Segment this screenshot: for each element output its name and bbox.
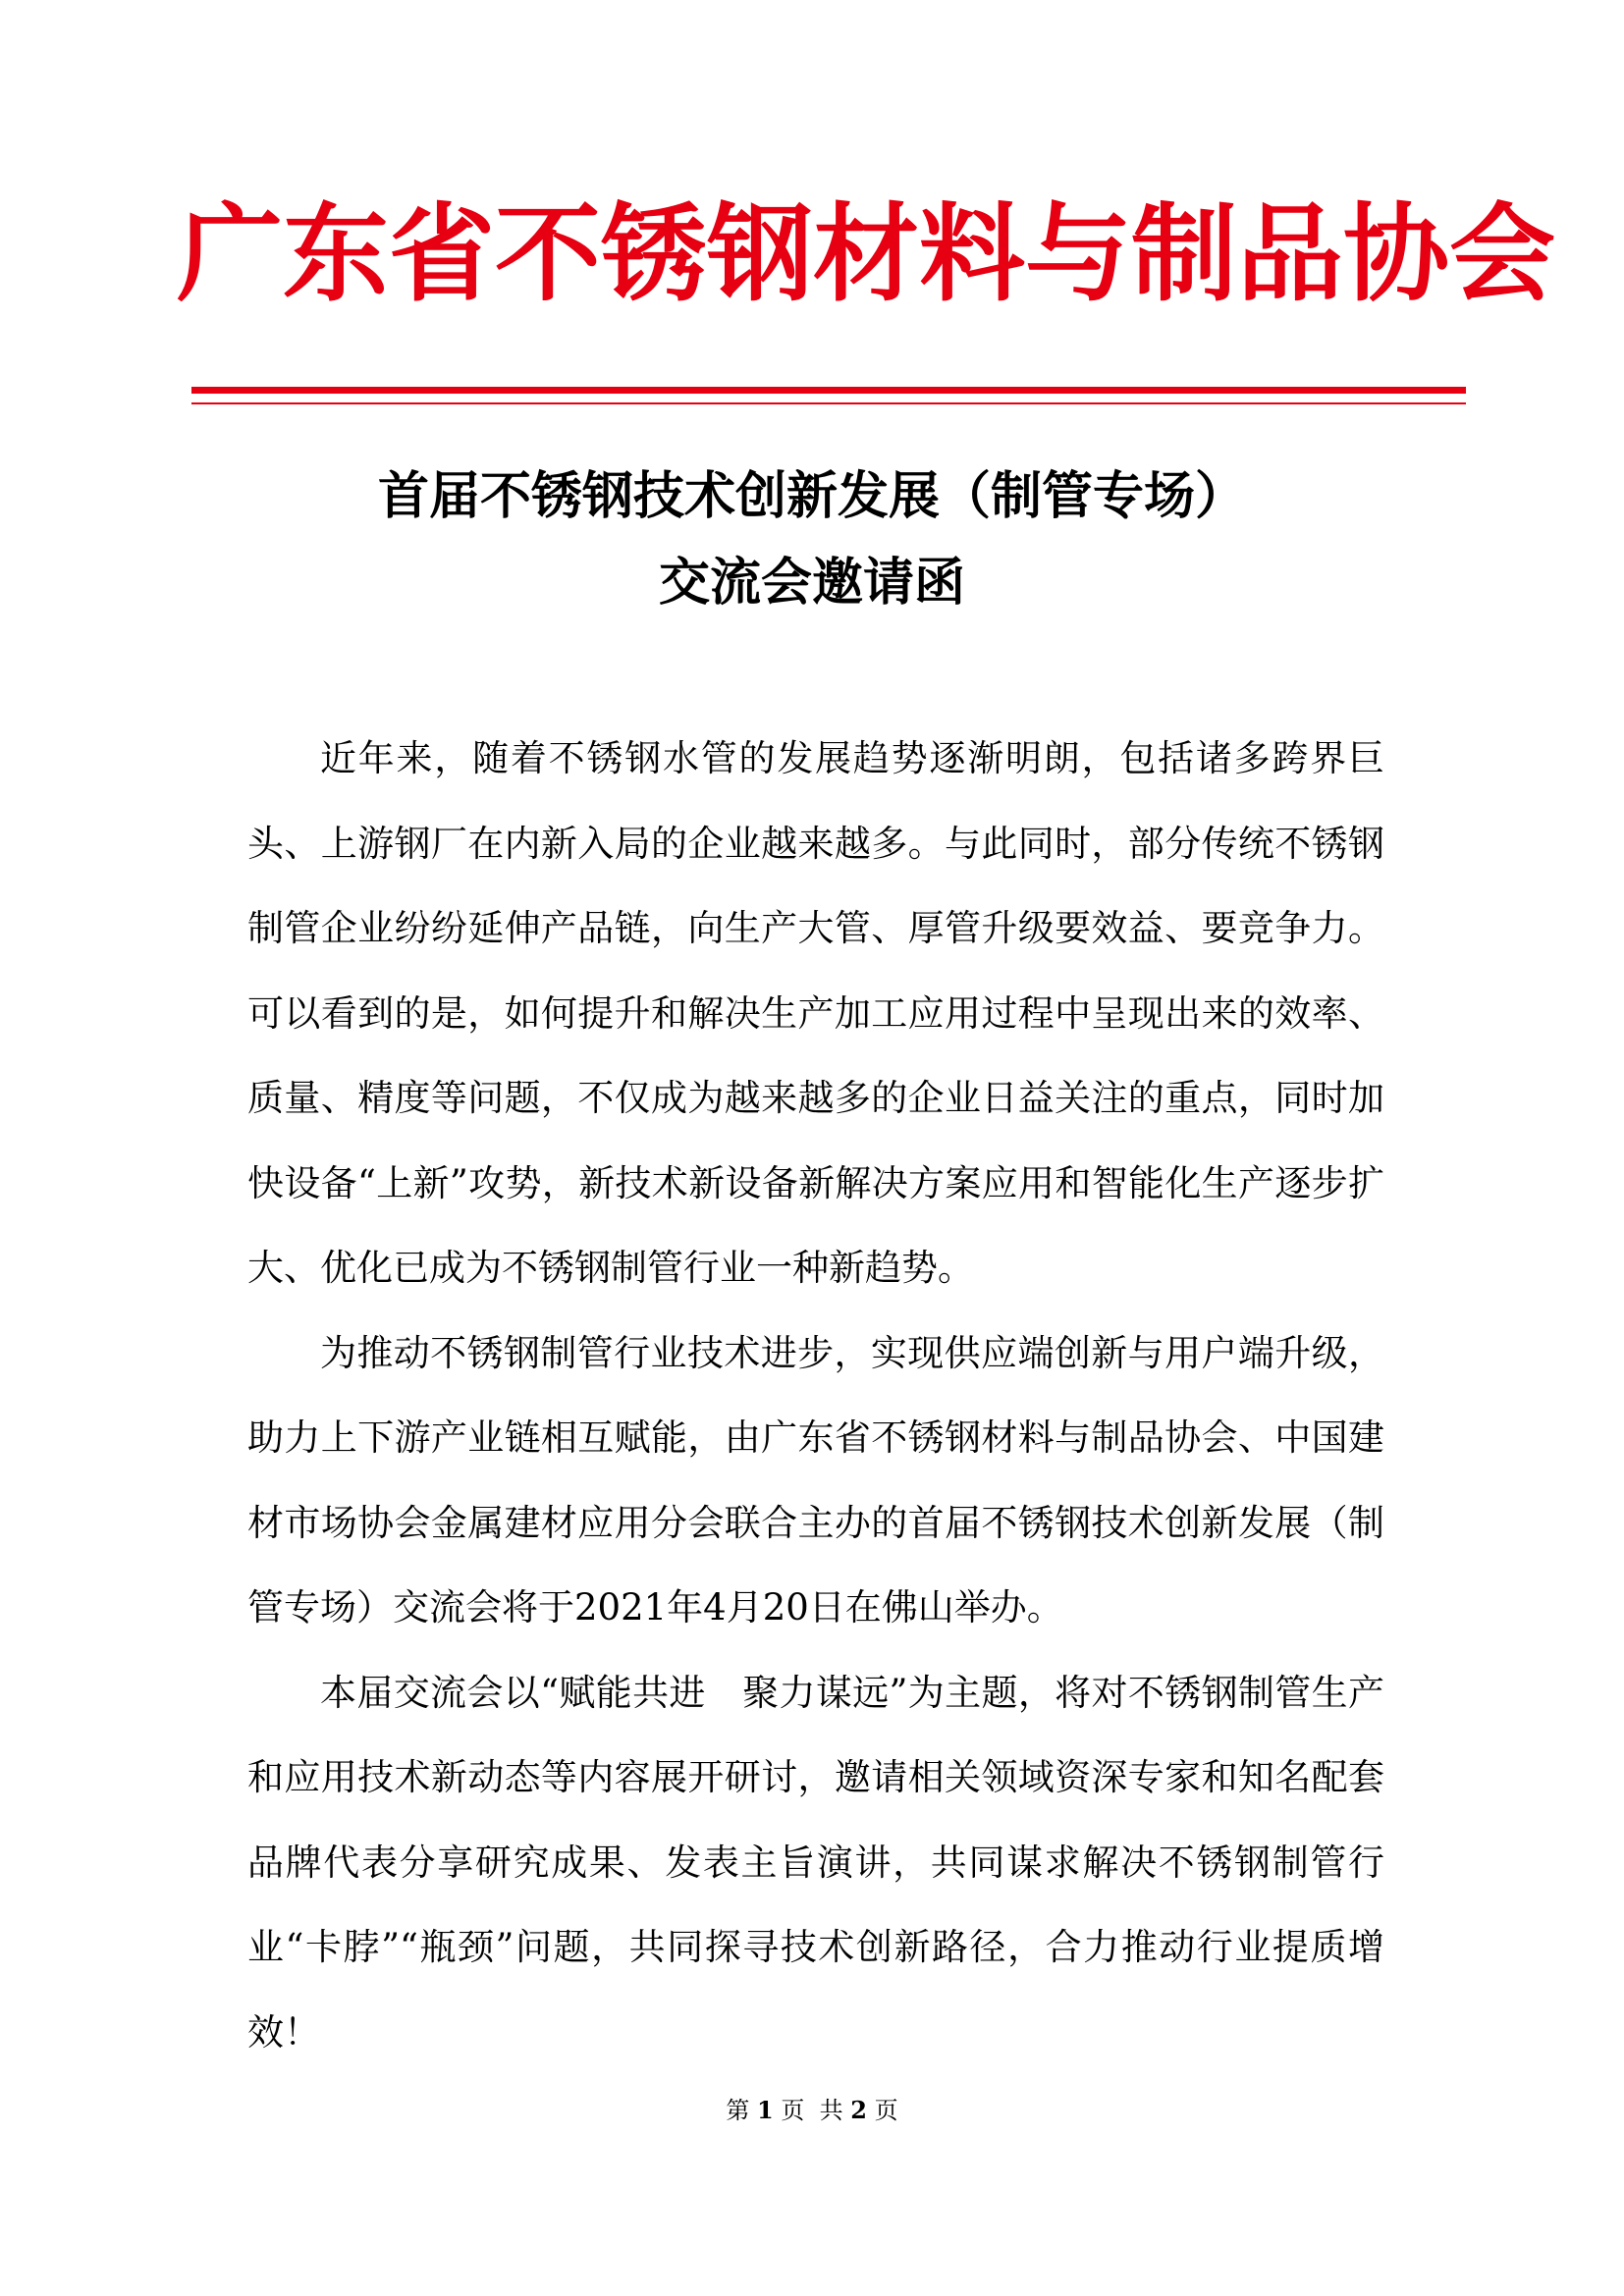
- body-paragraph-1: 近年来，随着不锈钢水管的发展趋势逐渐明朗，包括诸多跨界巨头、上游钢厂在内新入局的企业越来越多。与此同时，部分传统不锈钢制管企业纷纷延伸产品链，向生产大管、厚管升级要效益、要竞争力。可以看到的是，如何提升和解决生产加工应用过程中呈现出来的效率、质量、精度等问题，不仅成为越来越多的企业日益关注的重点，同时加快设备“上新”攻势，新技术新设备新解决方案应用和智能化生产逐步扩大、优化已成为不锈钢制管行业一种新趋势。: [247, 737, 1384, 1289]
- document-body: [247, 717, 1384, 2075]
- footer-prefix: 第: [726, 2097, 750, 2124]
- organization-letterhead: 广东省不锈钢材料与制品协会: [177, 193, 1556, 316]
- body-paragraph-3: 本届交流会以“赋能共进 聚力谋远”为主题，将对不锈钢制管生产和应用技术新动态等内容展开研讨，邀请相关领域资深专家和知名配套品牌代表分享研究成果、发表主旨演讲，共同谋求解决不锈钢制管行业“卡脖”“瓶颈”问题，共同探寻技术创新路径，合力推动行业提质增效！: [247, 1671, 1384, 2054]
- page-number-footer: [0, 2095, 1624, 2126]
- document-title-line-2: 交流会邀请函: [658, 554, 965, 613]
- letterhead-divider-thick: [191, 387, 1466, 394]
- document-title: [196, 454, 1428, 626]
- body-paragraph-2: 为推动不锈钢制管行业技术进步，实现供应端创新与用户端升级，助力上下游产业链相互赋能，由广东省不锈钢材料与制品协会、中国建材市场协会金属建材应用分会联合主办的首届不锈钢技术创新发展（制管专场）交流会将于2021年4月20日在佛山举办。: [247, 1331, 1384, 1629]
- footer-total-pages: 2: [850, 2096, 867, 2124]
- footer-suffix: 页: [874, 2097, 898, 2124]
- letterhead-divider-thin: [191, 402, 1466, 404]
- footer-current-page: 1: [757, 2096, 774, 2124]
- document-title-line-1: 首届不锈钢技术创新发展（制管专场）: [377, 467, 1246, 526]
- footer-middle: 页 共: [781, 2097, 843, 2124]
